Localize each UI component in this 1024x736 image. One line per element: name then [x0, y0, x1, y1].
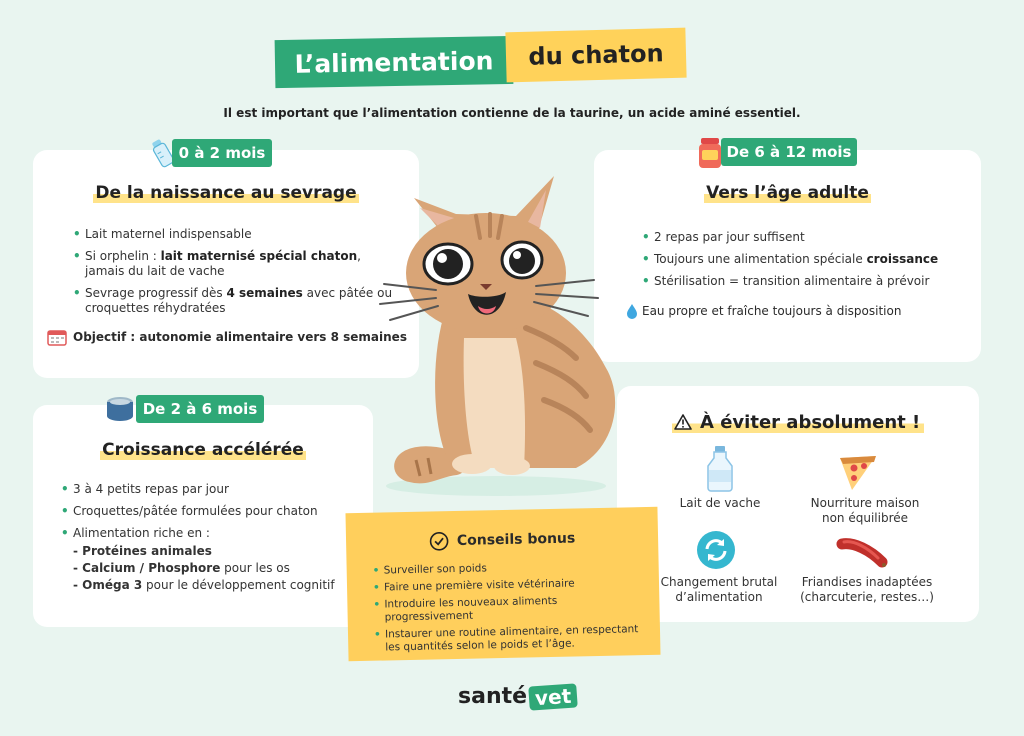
card1-tag: 0 à 2 mois	[172, 139, 272, 167]
list-item: • Toujours une alimentation spéciale croissance	[642, 252, 965, 267]
title-part2: du chaton	[505, 28, 686, 83]
kitten-illustration	[376, 168, 628, 498]
list-item: • Faire une première visite vétérinaire	[373, 576, 641, 595]
list-item: • Croquettes/pâtée formulées pour chaton	[61, 504, 357, 519]
card1-heading: De la naissance au sevrage	[95, 183, 357, 203]
bonus-heading: Conseils bonus	[456, 530, 576, 549]
list-item: • Lait maternel indispensable	[73, 227, 395, 242]
avoid-label: Friandises inadaptées (charcuterie, restes…)	[800, 575, 934, 604]
avoid-label: Nourriture maison non équilibrée	[810, 496, 920, 525]
logo-text: santé	[458, 684, 528, 709]
card4-heading-text: À éviter absolument !	[700, 412, 921, 433]
card-6-12-months	[594, 150, 981, 362]
milk-bottle-icon	[700, 444, 740, 492]
water-text: Eau propre et fraîche toujours à disposition	[642, 304, 902, 318]
title-part1: L’alimentation	[275, 36, 514, 88]
food-can-icon	[104, 395, 136, 423]
calendar-icon	[47, 328, 67, 346]
logo-vet-text: vet	[528, 683, 578, 710]
card-0-2-months	[33, 150, 419, 378]
list-item: • Alimentation riche en :	[61, 526, 357, 541]
list-item: • 3 à 4 petits repas par jour	[61, 482, 357, 497]
card3-list	[642, 230, 965, 289]
avoid-label: Changement brutal d’alimentation	[660, 575, 778, 604]
santevet-logo	[458, 684, 577, 709]
bonus-list	[373, 559, 643, 655]
food-jar-icon	[697, 136, 723, 170]
pizza-icon	[836, 452, 880, 492]
refresh-icon	[696, 530, 736, 570]
nutrient-item: - Protéines animales	[73, 544, 212, 558]
nutrient-item: - Calcium / Phosphore pour les os	[73, 561, 290, 575]
water-row	[626, 303, 981, 319]
avoid-label: Lait de vache	[679, 496, 761, 510]
list-item: • Si orphelin : lait maternisé spécial chaton, jamais du lait de vache	[73, 249, 395, 279]
bonus-heading-row	[346, 527, 658, 554]
nutrient-list	[73, 543, 373, 594]
card2-heading: Croissance accélérée	[102, 440, 304, 460]
bonus-panel	[345, 507, 660, 662]
check-circle-icon	[429, 531, 449, 551]
objective-row	[47, 328, 419, 346]
card3-heading: Vers l’âge adulte	[706, 183, 869, 203]
card2-tag: De 2 à 6 mois	[136, 395, 264, 423]
list-item: • Introduire les nouveaux aliments progressivement	[373, 593, 641, 625]
card-2-6-months	[33, 405, 373, 627]
card4-heading	[617, 412, 979, 433]
warning-icon	[674, 414, 692, 430]
list-item: • Stérilisation = transition alimentaire à prévoir	[642, 274, 965, 289]
intro-text: Il est important que l’alimentation contienne de la taurine, un acide aminé essentiel.	[223, 106, 801, 120]
list-item: • 2 repas par jour suffisent	[642, 230, 965, 245]
card1-list	[73, 227, 395, 316]
card2-list	[61, 482, 357, 541]
list-item: • Instaurer une routine alimentaire, en respectant les quantités selon le poids et l’âge.	[374, 623, 642, 655]
objective-text: Objectif : autonomie alimentaire vers 8 semaines	[73, 330, 407, 344]
sausage-icon	[836, 536, 888, 572]
list-item: • Surveiller son poids	[373, 559, 641, 578]
card3-tag: De 6 à 12 mois	[721, 138, 857, 166]
nutrient-item: - Oméga 3 pour le développement cognitif	[73, 578, 335, 592]
list-item: • Sevrage progressif dès 4 semaines avec pâtée ou croquettes réhydratées	[73, 286, 395, 316]
